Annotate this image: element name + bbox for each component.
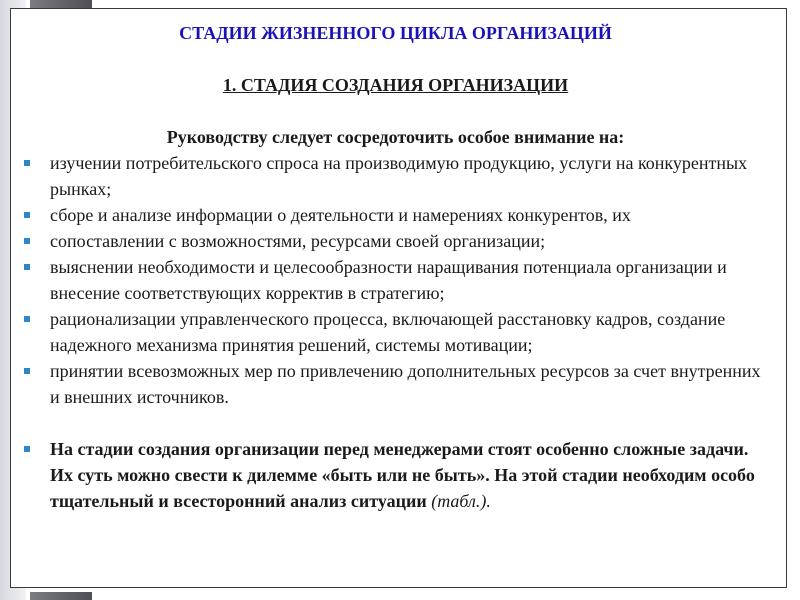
square-bullet-icon <box>24 212 30 218</box>
list-item <box>23 202 768 228</box>
list-item-text: сопоставлении с возможностями, ресурсами своей организации; <box>50 231 546 251</box>
content-frame <box>10 8 787 588</box>
list-item-text: рационализации управленческого процесса, включающей расстановку кадров, создание надежного механизма принятия решений, системы мотивации; <box>50 309 726 355</box>
decorative-bottom-bar <box>30 592 92 600</box>
list-item <box>23 150 768 202</box>
lead-text: Руководству следует сосредоточить особое внимание на: <box>166 127 625 147</box>
list-item-text: выяснении необходимости и целесообразности наращивания потенциала организации и внесение соответствующих корректив в стратегию; <box>50 257 727 303</box>
table-reference: (табл.) <box>431 491 487 511</box>
list-item-text: сборе и анализе информации о деятельности и намерениях конкурентов, их <box>50 205 631 225</box>
list-item-text: принятии всевозможных мер по привлечению дополнительных ресурсов за счет внутренних и внешних источников. <box>50 361 761 407</box>
summary-paragraph <box>23 436 768 514</box>
list-item <box>23 358 768 410</box>
square-bullet-icon <box>24 160 30 166</box>
square-bullet-icon <box>24 316 30 322</box>
square-bullet-icon <box>24 368 30 374</box>
summary-end: . <box>486 491 491 511</box>
list-item <box>23 228 768 254</box>
slide-content <box>11 9 786 587</box>
square-bullet-icon <box>24 238 30 244</box>
list-item-text: изучении потребительского спроса на производимую продукцию, услуги на конкурентных рынках; <box>50 153 748 199</box>
square-bullet-icon <box>24 264 30 270</box>
stage-heading: 1. СТАДИЯ СОЗДАНИЯ ОРГАНИЗАЦИИ <box>222 75 569 95</box>
list-item <box>23 306 768 358</box>
slide-title: СТАДИИ ЖИЗНЕННОГО ЦИКЛА ОРГАНИЗАЦИЙ <box>179 23 612 43</box>
square-bullet-icon <box>24 446 30 452</box>
summary-text: На стадии создания организации перед менеджерами стоят особенно сложные задачи. Их суть можно свести к дилемме «быть или не быть». На этой стадии необходим особо тщательный и всесторонний анализ ситуации <box>50 439 755 511</box>
bullet-list <box>23 150 768 410</box>
list-item <box>23 254 768 306</box>
